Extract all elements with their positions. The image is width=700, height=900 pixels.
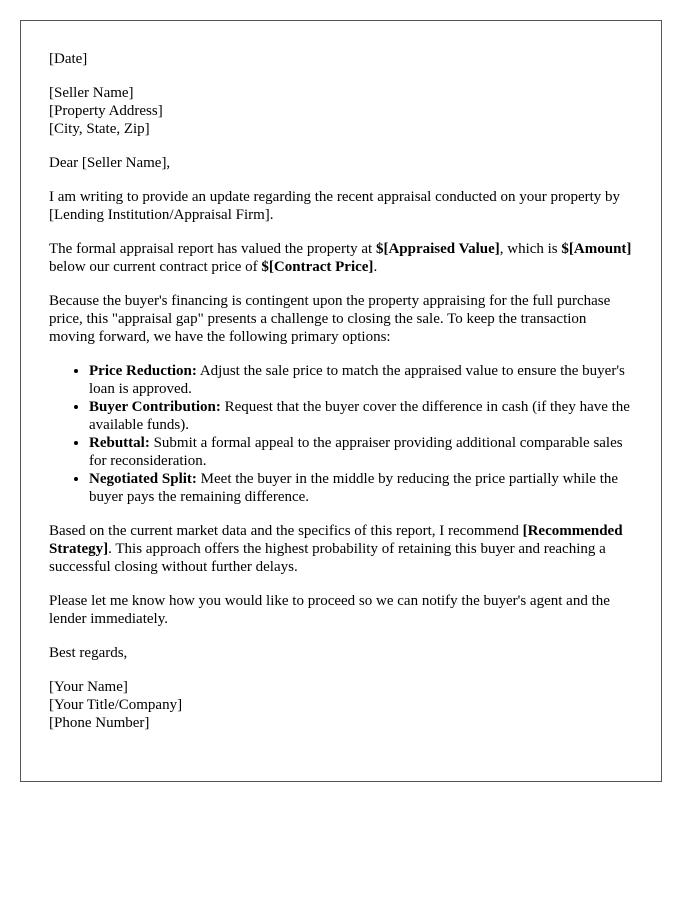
signature-block (49, 678, 633, 732)
signature-name: [Your Name] (49, 679, 128, 695)
salutation: Dear [Seller Name], (49, 155, 171, 171)
list-item (89, 362, 633, 398)
list-item (89, 398, 633, 434)
gap-amount: $[Amount] (561, 241, 632, 257)
paragraph-text: Based on the current market data and the specifics of this report, I recommend (49, 523, 523, 539)
contract-price: $[Contract Price] (261, 259, 374, 275)
recommended-strategy: [Recommended Strategy] (49, 523, 623, 557)
signature-title: [Your Title/Company] (49, 697, 183, 713)
letter-page (20, 20, 662, 782)
paragraph-text: . This approach offers the highest probability of retaining this buyer and reaching a successful closing without further delays. (49, 541, 606, 575)
list-item (89, 470, 633, 506)
paragraph-text: , which is (499, 241, 562, 257)
paragraph-text: below our current contract price of (49, 259, 262, 275)
option-text: Submit a formal appeal to the appraiser providing additional comparable sales for reconsideration. (89, 435, 623, 469)
option-label: Rebuttal: (89, 435, 150, 451)
paragraph-next-steps: Please let me know how you would like to proceed so we can notify the buyer's agent and the lender immediately. (49, 593, 610, 627)
list-item (89, 434, 633, 470)
option-label: Buyer Contribution: (89, 399, 221, 415)
option-text: Adjust the sale price to match the appraised value to ensure the buyer's loan is approved. (89, 363, 625, 397)
recipient-address: [Property Address] (49, 103, 163, 119)
paragraph-text: The formal appraisal report has valued the property at (49, 241, 376, 257)
paragraph-appraisal-gap: Because the buyer's financing is contingent upon the property appraising for the full purchase price, this "appraisal gap" presents a challenge to closing the sale. To keep the transaction moving forward, we have the following primary options: (49, 293, 611, 345)
letter-date: [Date] (49, 51, 88, 67)
paragraph-recommendation (49, 522, 633, 576)
option-label: Price Reduction: (89, 363, 197, 379)
appraised-value: $[Appraised Value] (375, 241, 500, 257)
recipient-block (49, 84, 633, 138)
options-list (49, 362, 633, 506)
paragraph-text: . (373, 259, 378, 275)
option-text: Meet the buyer in the middle by reducing the price partially while the buyer pays the remaining difference. (89, 471, 619, 505)
option-label: Negotiated Split: (89, 471, 197, 487)
paragraph-appraisal-update: I am writing to provide an update regarding the recent appraisal conducted on your property by [Lending Institution/Appraisal Firm]. (49, 189, 621, 223)
recipient-name: [Seller Name] (49, 85, 134, 101)
closing: Best regards, (49, 645, 128, 661)
option-text: Request that the buyer cover the difference in cash (if they have the available funds). (89, 399, 630, 433)
paragraph-appraisal-value (49, 240, 633, 276)
recipient-city-state-zip: [City, State, Zip] (49, 121, 150, 137)
signature-phone: [Phone Number] (49, 715, 150, 731)
